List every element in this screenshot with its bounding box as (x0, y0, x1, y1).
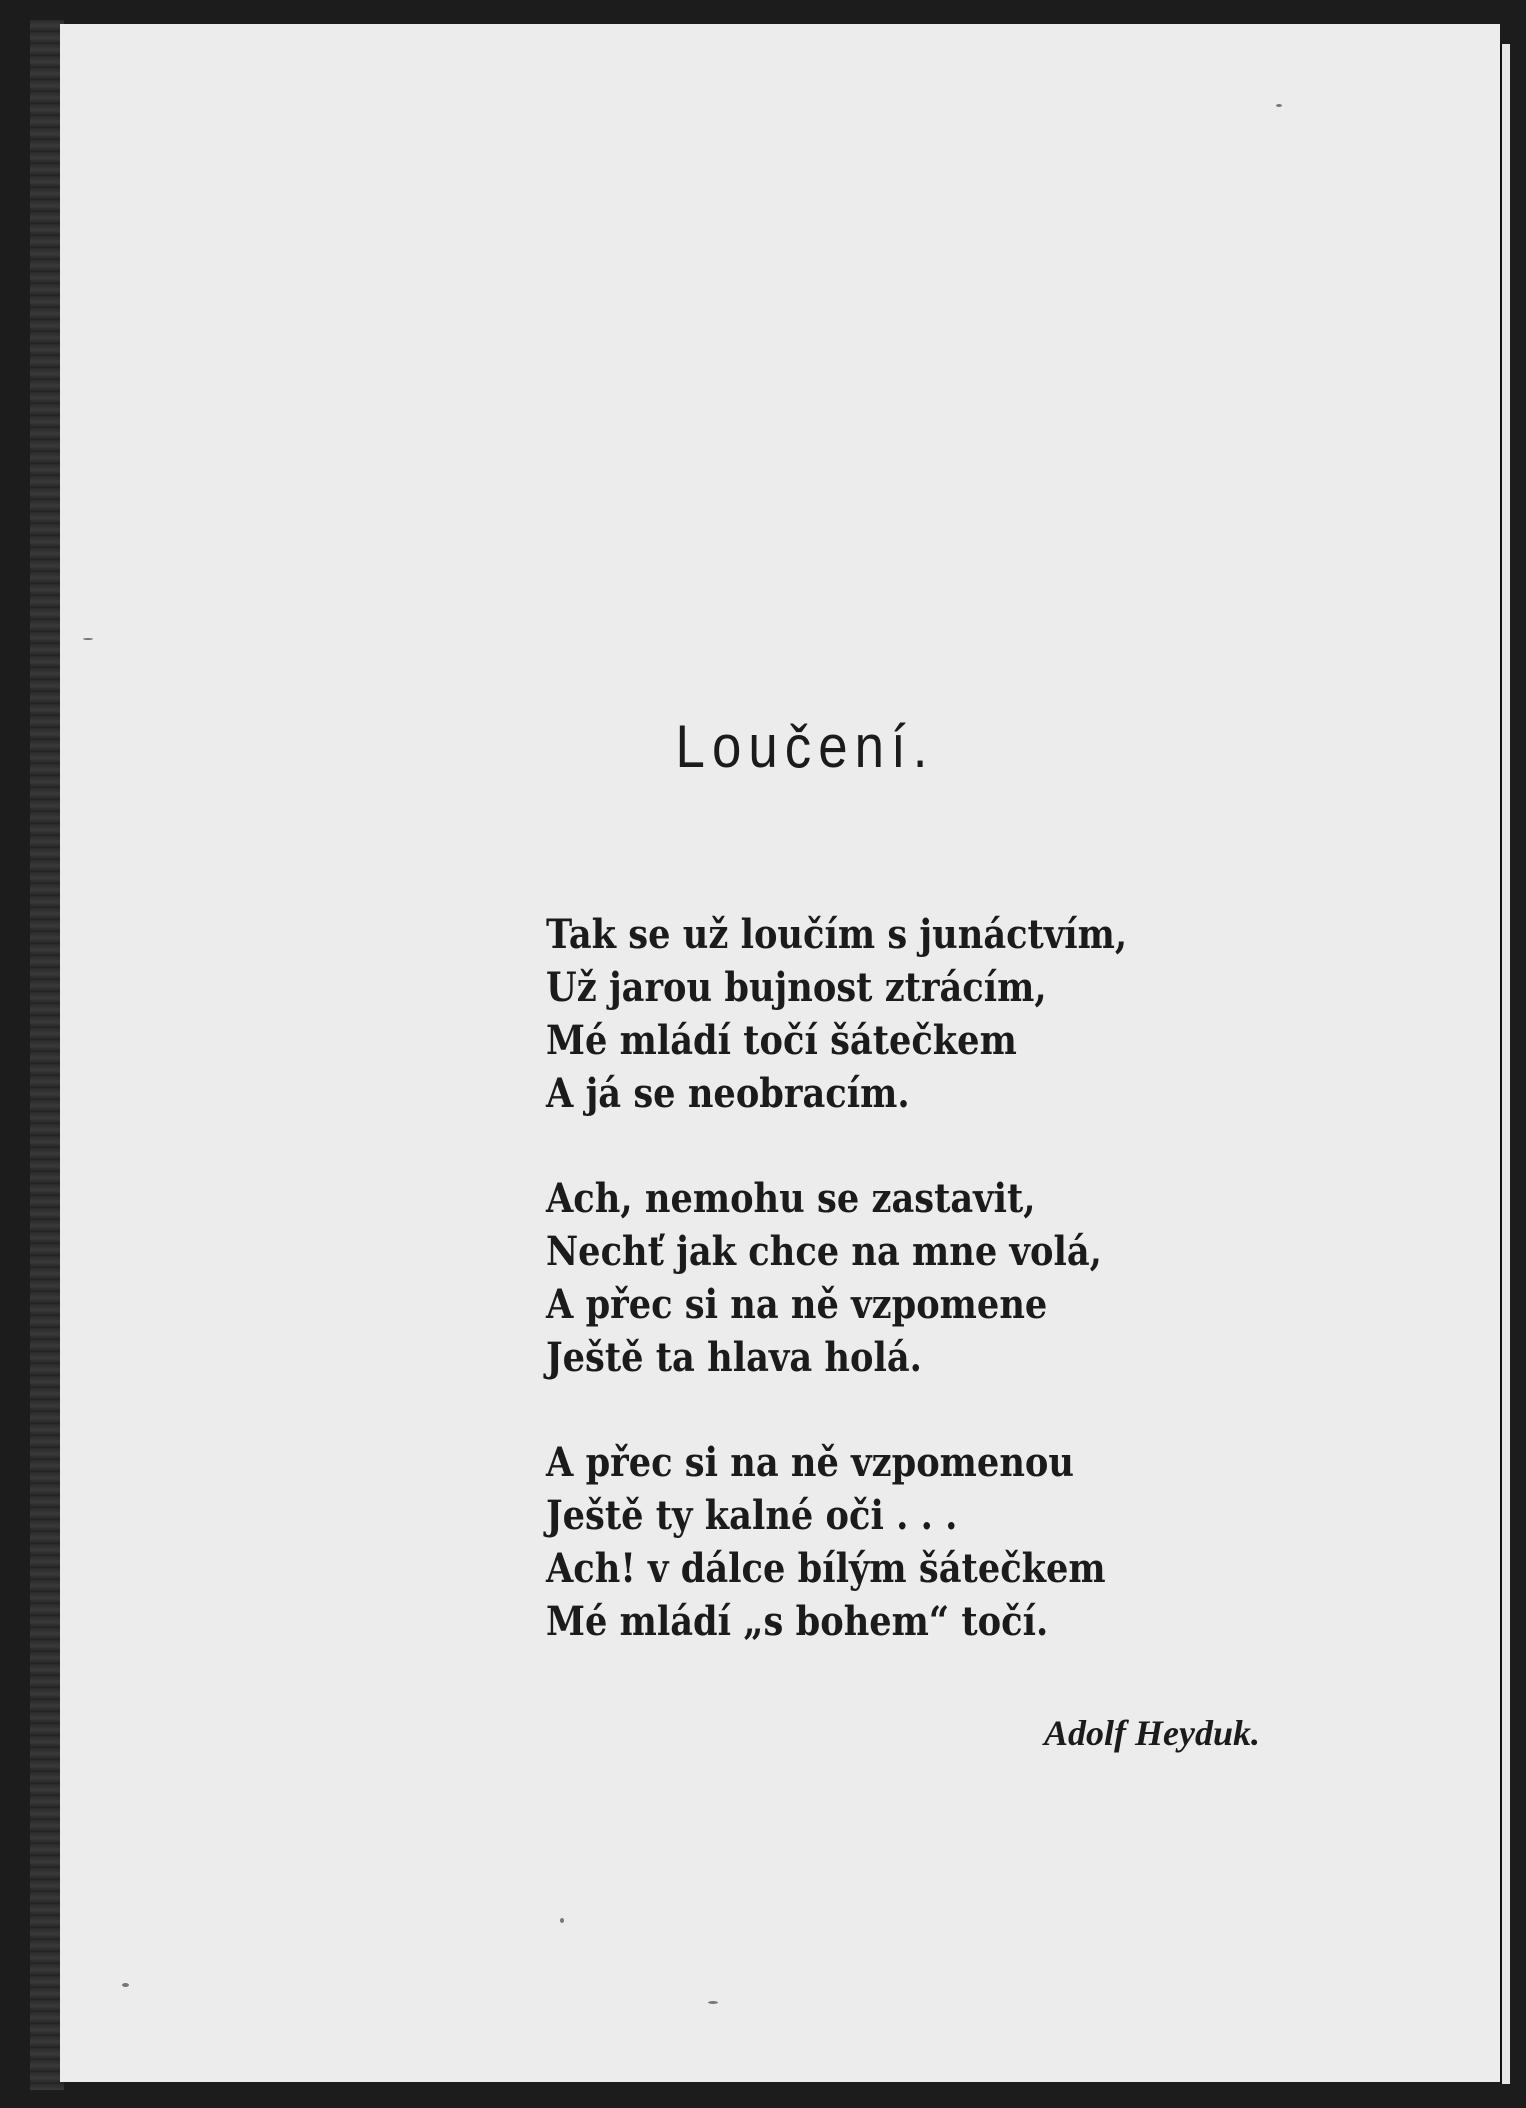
stanza-3 (546, 1436, 1306, 1648)
poem-line: A já se neobracím. (546, 1070, 910, 1117)
poem-line: Ach, nemohu se zastavit, (546, 1175, 1036, 1222)
stanza-2 (546, 1172, 1306, 1384)
dust-speck (1276, 104, 1282, 107)
poem-line: Ještě ty kalné oči . . . (546, 1492, 958, 1539)
book-binding-edge (30, 20, 64, 2090)
author-signature: Adolf Heyduk. (1044, 1713, 1260, 1753)
poem-body (546, 908, 1306, 1700)
poem-line: A přec si na ně vzpomenou (546, 1439, 1074, 1486)
poem-line: Ještě ta hlava holá. (546, 1334, 922, 1381)
poem-line: Nechť jak chce na mne volá, (546, 1228, 1102, 1275)
poem-line: Už jarou bujnost ztrácím, (546, 964, 1047, 1011)
poem-line: A přec si na ně vzpomene (546, 1281, 1048, 1328)
next-page-edge (1500, 44, 1510, 2084)
stanza-1 (546, 908, 1306, 1120)
poem-line: Mé mládí „s bohem“ točí. (546, 1598, 1049, 1645)
poem-title: Loučení. (675, 713, 935, 780)
dust-speck (83, 638, 93, 640)
poem-line: Mé mládí točí šátečkem (546, 1017, 1017, 1064)
dust-speck (560, 1918, 564, 1923)
poem-line: Tak se už loučím s junáctvím, (546, 911, 1128, 958)
dust-speck (708, 2001, 718, 2004)
poem-line: Ach! v dálce bílým šátečkem (546, 1545, 1106, 1592)
dust-speck (122, 1983, 129, 1987)
